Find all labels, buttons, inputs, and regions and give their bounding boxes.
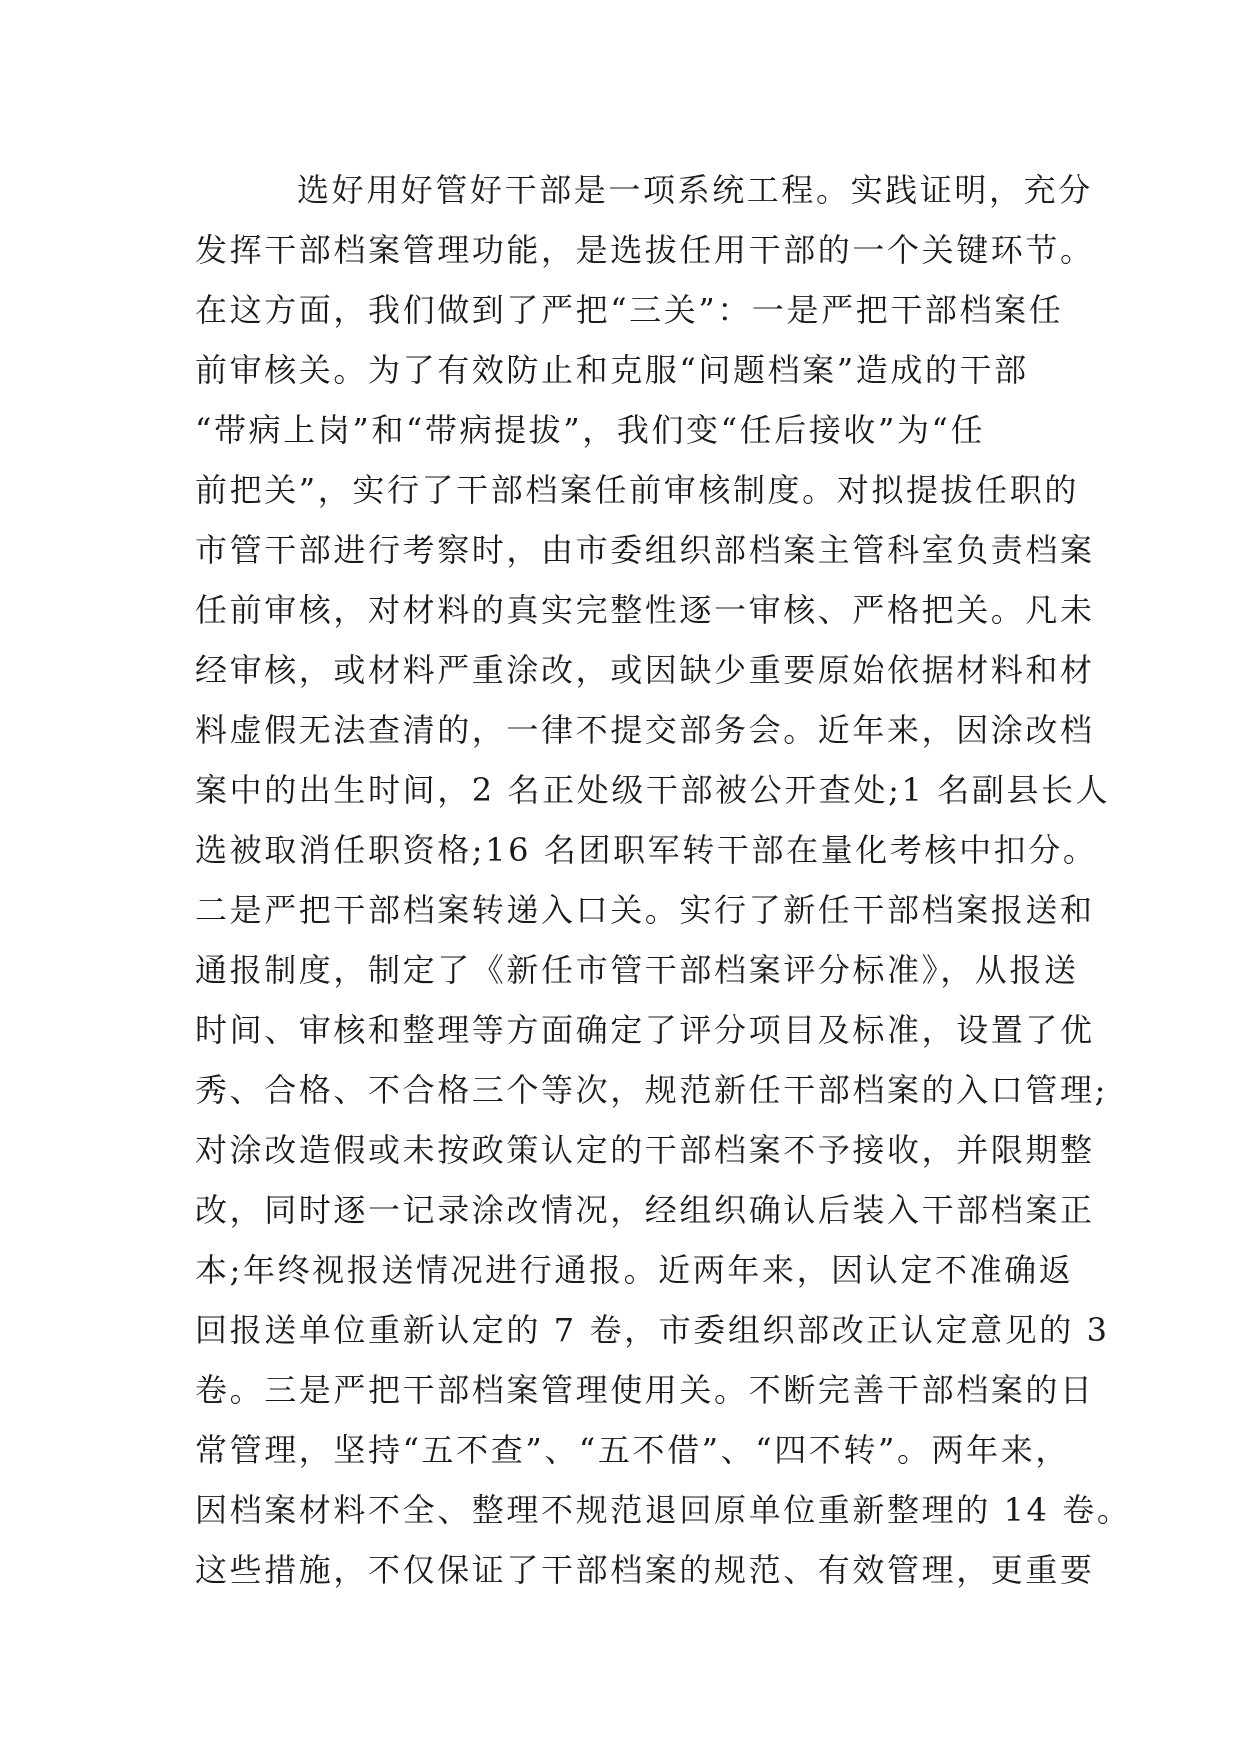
text-line: 卷。三是严把干部档案管理使用关。不断完善干部档案的日 (195, 1371, 1095, 1409)
text-line: 任前审核，对材料的真实完整性逐一审核、严格把关。凡未 (195, 591, 1095, 629)
text-line: 改，同时逐一记录涂改情况，经组织确认后装入干部档案正 (195, 1191, 1095, 1229)
text-line: 这些措施，不仅保证了干部档案的规范、有效管理，更重要 (195, 1551, 1095, 1589)
text-line: 选被取消任职资格;16 名团职军转干部在量化考核中扣分。 (195, 831, 1098, 869)
text-line: 常管理，坚持“五不查”、“五不借”、“四不转”。两年来， (195, 1431, 1070, 1469)
text-line: 通报制度，制定了《新任市管干部档案评分标准》，从报送 (195, 951, 1079, 989)
text-line: 在这方面，我们做到了严把“三关”：一是严把干部档案任 (195, 291, 1064, 329)
text-line: 因档案材料不全、整理不规范退回原单位重新整理的 14 卷。 (195, 1491, 1132, 1529)
text-line: 回报送单位重新认定的 7 卷，市委组织部改正认定意见的 3 (195, 1311, 1110, 1349)
text-line: 发挥干部档案管理功能，是选拔任用干部的一个关键环节。 (195, 231, 1095, 269)
text-line: “带病上岗”和“带病提拔”，我们变“任后接收”为“任 (195, 411, 986, 449)
text-line: 本;年终视报送情况进行通报。近两年来，因认定不准确返 (195, 1251, 1074, 1289)
text-line: 前审核关。为了有效防止和克服“问题档案”造成的干部 (195, 351, 1029, 389)
text-line: 对涂改造假或未按政策认定的干部档案不予接收，并限期整 (195, 1131, 1095, 1169)
text-line: 秀、合格、不合格三个等次，规范新任干部档案的入口管理; (195, 1071, 1108, 1109)
text-line: 时间、审核和整理等方面确定了评分项目及标准，设置了优 (195, 1011, 1095, 1049)
body-paragraph (195, 160, 1132, 1600)
text-line: 案中的出生时间，2 名正处级干部被公开查处;1 名副县长人 (195, 771, 1111, 809)
text-line: 前把关”，实行了干部档案任前审核制度。对拟提拔任职的 (195, 471, 1079, 509)
text-line: 料虚假无法查清的，一律不提交部务会。近年来，因涂改档 (195, 711, 1095, 749)
text-line: 选好用好管好干部是一项系统工程。实践证明，充分 (297, 171, 1093, 209)
text-line: 市管干部进行考察时，由市委组织部档案主管科室负责档案 (195, 531, 1095, 569)
text-line: 经审核，或材料严重涂改，或因缺少重要原始依据材料和材 (195, 651, 1095, 689)
text-line: 二是严把干部档案转递入口关。实行了新任干部档案报送和 (195, 891, 1095, 929)
